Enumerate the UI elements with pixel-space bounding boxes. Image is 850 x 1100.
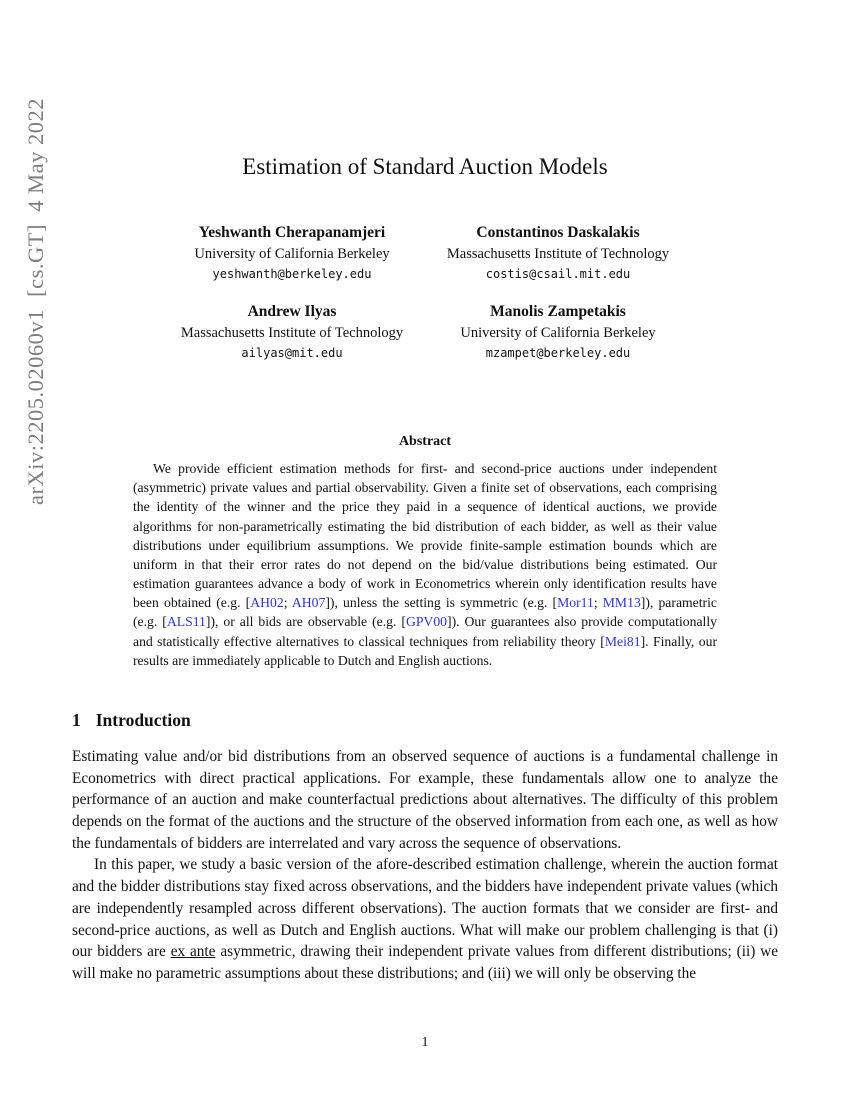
citation-link[interactable]: AH07 (291, 595, 326, 611)
citation-link[interactable]: Mei81 (604, 633, 641, 649)
author-column-left (166, 224, 418, 382)
intro-paragraph-2 (72, 854, 778, 984)
abstract-segment: ]). Our guarantees also provide computationally and statistically effective alternatives to classical techniques from reliability theory [ (133, 614, 717, 649)
citation-link[interactable]: MM13 (602, 595, 641, 611)
paragraph-segment: asymmetric, drawing their independent private values from different distributions; (ii) we will make no parametric assumptions about these distributions; and (iii) we will only be observing the (72, 943, 778, 983)
author (166, 303, 418, 360)
author-email: ailyas@mit.edu (241, 346, 343, 360)
author (432, 224, 684, 281)
author (432, 303, 684, 360)
underlined-term: ex ante (170, 943, 216, 961)
intro-paragraph-1: Estimating value and/or bid distributions from an observed sequence of auctions is a fundamental challenge in Econometrics with direct practical applications. For example, these fundamentals allow one to analyze the performance of an auction and make counterfactual predictions about alternatives. The difficulty of this problem depends on the format of the auctions and the structure of the observed information from each one, as well as how the fundamentals of bidders are interrelated and vary across the sequence of observations. (72, 747, 778, 852)
abstract-segment: We provide efficient estimation methods for first- and second-price auctions under independent (asymmetric) private values and partial observability. Given a finite set of observations, each comprising the identity of the winner and the price they paid in a sequence of identical auctions, we provide algorithms for non-parametrically estimating the bid distribution of each bidder, as well as their value distributions under equilibrium assumptions. We provide finite-sample estimation bounds which are uniform in that their error rates do not depend on the bid/value distributions being estimated. Our estimation guarantees advance a body of work in Econometrics wherein only identification results have been obtained (e.g. [ (133, 461, 717, 611)
abstract-segment: ; (283, 595, 292, 611)
author-email: costis@csail.mit.edu (485, 267, 631, 281)
abstract-heading: Abstract (398, 434, 452, 449)
author-name: Yeshwanth Cherapanamjeri (198, 224, 386, 241)
citation-link[interactable]: Mor11 (557, 595, 594, 611)
author-email: mzampet@berkeley.edu (485, 346, 631, 360)
author (166, 224, 418, 281)
citation-link[interactable]: AH02 (250, 595, 284, 611)
abstract-segment: ]. Finally, our results are immediately applicable to Dutch and English auctions. (133, 633, 717, 668)
abstract-text (133, 459, 717, 670)
author-email: yeshwanth@berkeley.edu (212, 267, 372, 281)
section-title: Introduction (95, 709, 191, 730)
author-block (0, 224, 850, 382)
abstract-segment: ]), unless the setting is symmetric (e.g. [ (325, 595, 558, 611)
page-number: 1 (421, 1035, 429, 1050)
section-heading (72, 710, 778, 731)
paragraph-segment: In this paper, we study a basic version of the afore-described estimation challenge, wherein the auction format and the bidder distributions stay fixed across observations, and the bidders have independent private values (which are independently resampled across different observations). The auction formats that we consider are first- and second-price auctions, as well as Dutch and English auctions. What will make our problem challenging is that (i) our bidders are (72, 856, 778, 961)
abstract-segment: ; (593, 595, 603, 611)
abstract-segment: ]), parametric (e.g. [ (133, 595, 717, 630)
author-name: Constantinos Daskalakis (476, 224, 640, 241)
author-affiliation: University of California Berkeley (194, 246, 390, 262)
paper-page: arXiv:2205.02060v1 [cs.GT] 4 May 2022 Estimation of Standard Auction Models Yeshwanth Cherapanamjeri University of California Berkeley yeshwanth@berkeley.edu Andrew Ilyas Massachusetts Institute of Technology ailyas@mit.edu Constantinos Daskalakis Massachusetts Institute of Technology costis@csail.mit.edu Manolis Zampetakis University of California Berkeley mzampet@berkeley.edu Abstract We provide efficient estimation methods for first- and second-price auctions under independent (asymmetric) private values and partial observability. Given a finite set of observations, each comprising the identity of the winner and the price they paid in a sequence of identical auctions, we provide algorithms for non-parametrically estimating the bid distribution of each bidder, as well as their value distributions under equilibrium assumptions. We provide finite-sample estimation bounds which are uniform in that their error rates do not depend on the bid/value distributions being estimated. Our estimation guarantees advance a body of work in Econometrics wherein only identification results have been obtained (e.g. [AH02; AH07]), unless the setting is symmetric (e.g. [Mor11; MM13]), parametric (e.g. [ALS11]), or all bids are observable (e.g. [GPV00]). Our guarantees also provide computationally and statistically effective alternatives to classical techniques from reliability theory [Mei81]. Finally, our results are immediately applicable to Dutch and English auctions. 1 Introduction Estimating value and/or bid distributions from an observed sequence of auctions is a fundamental challenge in Econometrics with direct practical applications. For example, these fundamentals allow one to analyze the performance of an auction and make counterfactual predictions about alternatives. The difficulty of this problem depends on the format of the auctions and the structure of the observed information from each one, as well as how the fundamentals of bidders are interrelated and vary across the sequence of observations. In this paper, we study a basic version of the afore-described estimation challenge, wherein the auction format and the bidder distributions stay fixed across observations, and the bidders have independent private values (which are independently resampled across different observations). The auction formats that we consider are first- and second-price auctions, as well as Dutch and English auctions. What will make our problem challenging is that (i) our bidders are ex ante asymmetric, drawing their independent private values from different distributions; (ii) we will make no parametric assumptions about these distributions; and (iii) we will only be observing the 1 (0, 0, 850, 1100)
author-column-right (432, 224, 684, 382)
citation-link[interactable]: GPV00 (405, 614, 448, 630)
author-name: Manolis Zampetakis (490, 303, 626, 320)
section-number: 1 (72, 709, 81, 730)
author-name: Andrew Ilyas (247, 303, 337, 320)
citation-link[interactable]: ALS11 (166, 614, 206, 630)
abstract-segment: ]), or all bids are observable (e.g. [ (205, 614, 406, 630)
paper-title: Estimation of Standard Auction Models (242, 154, 608, 179)
author-affiliation: Massachusetts Institute of Technology (446, 246, 670, 262)
author-affiliation: University of California Berkeley (460, 325, 656, 341)
author-affiliation: Massachusetts Institute of Technology (180, 325, 404, 341)
